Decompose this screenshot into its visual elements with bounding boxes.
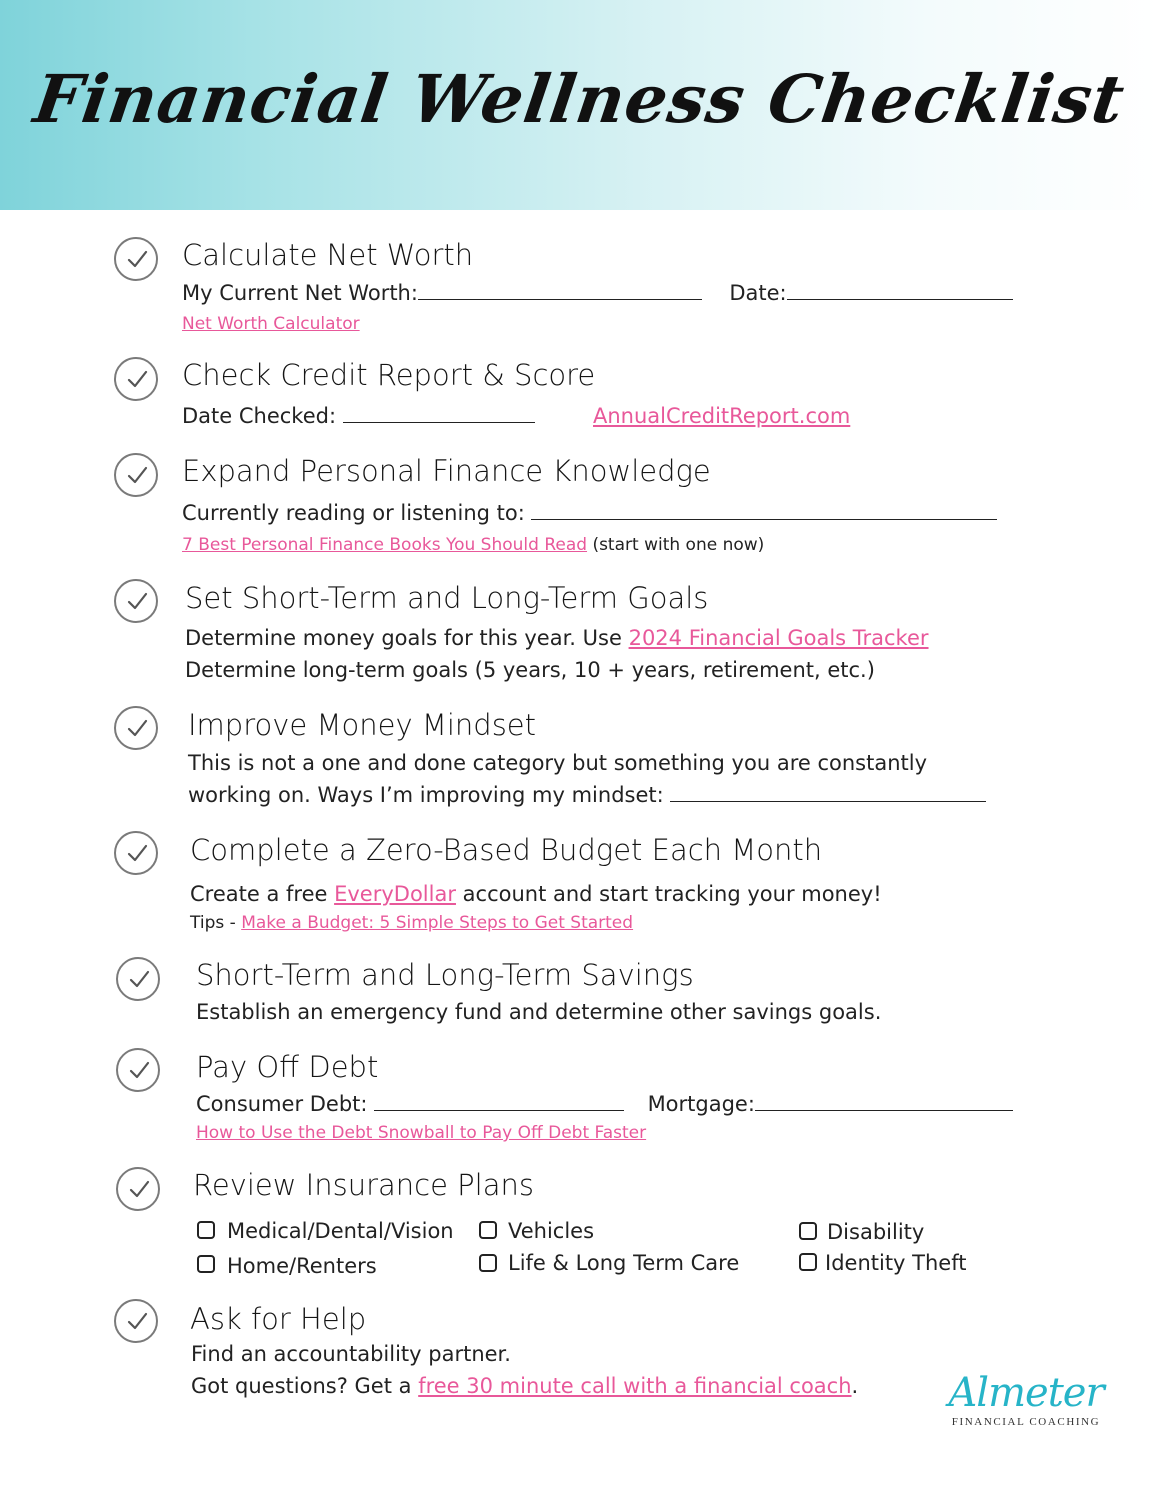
checkbox-medical[interactable] — [197, 1221, 215, 1239]
check-circle-icon[interactable] — [116, 1048, 160, 1092]
consumer-debt-label: Consumer Debt: — [196, 1092, 368, 1116]
net-worth-line — [182, 281, 1013, 305]
logo-tagline: FINANCIAL COACHING — [951, 1416, 1101, 1428]
date-checked-field[interactable] — [343, 404, 535, 423]
check-circle-icon[interactable] — [116, 1167, 160, 1211]
checkbox-disability[interactable] — [799, 1222, 817, 1240]
books-note: (start with one now) — [592, 535, 765, 555]
reading-field[interactable] — [531, 501, 997, 520]
date-checked-label: Date Checked: — [182, 404, 337, 428]
checkbox-vehicles[interactable] — [479, 1221, 497, 1239]
mortgage-label: Mortgage: — [647, 1092, 755, 1116]
section-title-help: Ask for Help — [190, 1302, 367, 1336]
section-title-debt: Pay Off Debt — [196, 1050, 379, 1084]
budget-tips-line — [190, 913, 633, 933]
mortgage-field[interactable] — [755, 1092, 1013, 1111]
checkbox-home[interactable] — [197, 1255, 215, 1273]
budget-line — [190, 882, 882, 906]
help-text-before: Got questions? Get a — [191, 1374, 412, 1398]
check-circle-icon[interactable] — [114, 237, 158, 281]
checkbox-identity[interactable] — [799, 1253, 817, 1271]
option-medical: Medical/Dental/Vision — [227, 1219, 454, 1243]
credit-line — [182, 404, 535, 428]
help-line-2 — [191, 1374, 858, 1398]
section-title-insurance: Review Insurance Plans — [193, 1168, 534, 1202]
net-worth-label: My Current Net Worth: — [182, 281, 418, 305]
almeter-logo — [946, 1370, 1106, 1434]
section-title-knowledge: Expand Personal Finance Knowledge — [182, 454, 711, 488]
mindset-line-1: This is not a one and done category but something you are constantly — [188, 751, 928, 775]
check-circle-icon[interactable] — [114, 831, 158, 875]
option-vehicles: Vehicles — [508, 1219, 595, 1243]
mindset-line-2 — [188, 783, 986, 807]
section-title-credit: Check Credit Report & Score — [182, 358, 596, 392]
consumer-debt-field[interactable] — [374, 1092, 624, 1111]
option-disability: Disability — [827, 1220, 925, 1244]
option-identity: Identity Theft — [825, 1251, 967, 1275]
check-circle-icon[interactable] — [116, 957, 160, 1001]
date-field[interactable] — [787, 281, 1013, 300]
check-circle-icon[interactable] — [114, 1299, 158, 1343]
reading-label: Currently reading or listening to: — [182, 501, 525, 525]
option-home: Home/Renters — [227, 1254, 377, 1278]
logo-wordmark: Almeter — [948, 1370, 1104, 1416]
mindset-label: working on. Ways I’m improving my mindset: — [188, 783, 664, 807]
books-line — [182, 535, 764, 555]
check-circle-icon[interactable] — [114, 357, 158, 401]
page-title: Financial Wellness Checklist — [29, 60, 1130, 138]
section-title-savings: Short-Term and Long-Term Savings — [196, 958, 694, 992]
net-worth-field[interactable] — [418, 281, 702, 300]
debt-snowball-link[interactable]: How to Use the Debt Snowball to Pay Off Debt Faster — [196, 1123, 647, 1143]
tips-label: Tips - — [190, 913, 236, 933]
help-text-after: . — [851, 1374, 859, 1398]
section-title-goals: Set Short-Term and Long-Term Goals — [185, 581, 709, 615]
net-worth-calculator-link[interactable]: Net Worth Calculator — [182, 314, 360, 334]
goals-text: Determine money goals for this year. Use — [185, 626, 622, 650]
debt-line — [196, 1092, 1013, 1116]
option-life: Life & Long Term Care — [508, 1251, 740, 1275]
mindset-field[interactable] — [670, 783, 986, 802]
goals-line-2: Determine long-term goals (5 years, 10 + years, retirement, etc.) — [185, 658, 875, 682]
savings-line: Establish an emergency fund and determine other savings goals. — [196, 1000, 882, 1024]
check-circle-icon[interactable] — [114, 706, 158, 750]
help-line-1: Find an accountability partner. — [191, 1342, 511, 1366]
coach-call-link[interactable]: free 30 minute call with a financial coach — [418, 1374, 852, 1398]
section-title-net-worth: Calculate Net Worth — [182, 238, 474, 272]
goals-tracker-link[interactable]: 2024 Financial Goals Tracker — [628, 626, 929, 650]
reading-line — [182, 501, 997, 525]
make-a-budget-link[interactable]: Make a Budget: 5 Simple Steps to Get Started — [241, 913, 634, 933]
check-circle-icon[interactable] — [114, 579, 158, 623]
annual-credit-report-link[interactable]: AnnualCreditReport.com — [593, 404, 851, 428]
check-circle-icon[interactable] — [114, 453, 158, 497]
date-label: Date: — [729, 281, 787, 305]
everydollar-link[interactable]: EveryDollar — [334, 882, 456, 906]
personal-finance-books-link[interactable]: 7 Best Personal Finance Books You Should Read — [182, 535, 588, 555]
goals-line-1 — [185, 626, 929, 650]
section-title-budget: Complete a Zero-Based Budget Each Month — [190, 833, 823, 867]
checkbox-life[interactable] — [479, 1254, 497, 1272]
budget-text-after: account and start tracking your money! — [462, 882, 882, 906]
section-title-mindset: Improve Money Mindset — [188, 708, 537, 742]
budget-text-before: Create a free — [190, 882, 328, 906]
